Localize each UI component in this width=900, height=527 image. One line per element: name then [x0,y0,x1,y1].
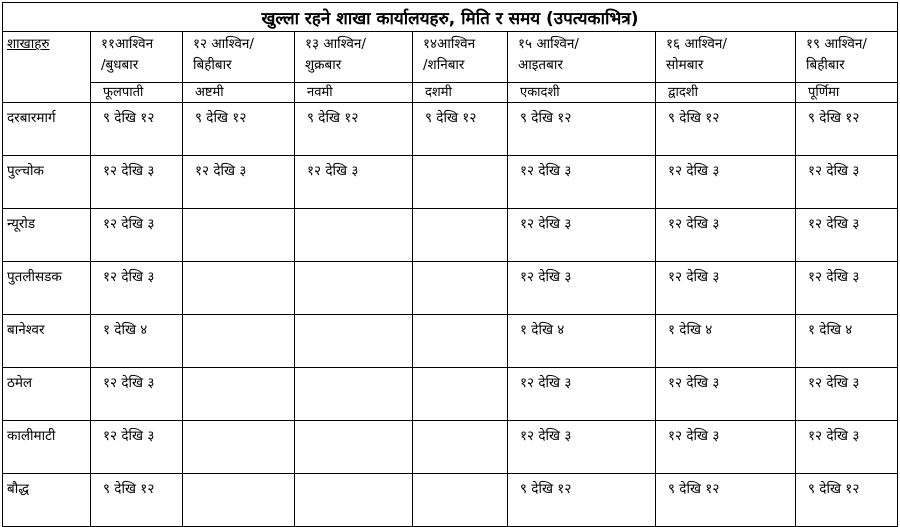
table-row [3,421,898,474]
opening-hours-cell: ९ देखि १२ [508,474,656,527]
festival-day-row [3,83,898,103]
opening-hours-cell: ९ देखि १२ [796,103,898,156]
header-row [3,32,898,83]
branch-name: दरबारमार्ग [3,103,91,156]
weekday-label: बिहीबार [193,57,232,73]
branch-schedule-table [2,2,898,527]
opening-hours-cell: १२ देखि ३ [508,368,656,421]
festival-day-label: पूर्णिमा [796,83,898,103]
opening-hours-cell [295,421,413,474]
opening-hours-cell: ९ देखि १२ [91,103,183,156]
date-header-cell [295,32,413,83]
branch-name: कालीमाटी [3,421,91,474]
opening-hours-cell [183,421,295,474]
opening-hours-cell [183,368,295,421]
opening-hours-cell: १२ देखि ३ [796,262,898,315]
table-row [3,209,898,262]
date-label: १९ आश्विन/ [806,36,867,52]
page-title: खुल्ला रहने शाखा कार्यालयहरु, मिति र समय (उपत्यकाभित्र) [3,3,898,32]
opening-hours-cell: १२ देखि ३ [183,156,295,209]
festival-day-label: फूलपाती [91,83,183,103]
opening-hours-cell [295,262,413,315]
table-row [3,262,898,315]
weekday-label: बिहीबार [806,57,845,73]
opening-hours-cell: १२ देखि ३ [796,209,898,262]
opening-hours-cell [413,474,508,527]
opening-hours-cell: ९ देखि १२ [183,103,295,156]
opening-hours-cell: ९ देखि १२ [508,103,656,156]
date-header-cell [183,32,295,83]
weekday-label: सोमबार [666,57,704,73]
opening-hours-cell: ९ देखि १२ [796,474,898,527]
opening-hours-cell [295,368,413,421]
branch-name: न्यूरोड [3,209,91,262]
table-row [3,474,898,527]
opening-hours-cell [413,368,508,421]
date-label: १६ आश्विन/ [666,36,727,52]
opening-hours-cell: १२ देखि ३ [656,156,796,209]
table-row [3,315,898,368]
opening-hours-cell: १ देखि ४ [91,315,183,368]
opening-hours-cell [295,209,413,262]
opening-hours-cell: १२ देखि ३ [656,421,796,474]
opening-hours-cell: १२ देखि ३ [91,368,183,421]
date-label: १३ आश्विन/ [305,36,366,52]
opening-hours-cell: १२ देखि ३ [91,209,183,262]
weekday-label: /शनिबार [423,57,465,73]
opening-hours-cell: ९ देखि १२ [656,474,796,527]
opening-hours-cell [413,156,508,209]
opening-hours-cell: १२ देखि ३ [656,262,796,315]
opening-hours-cell [295,474,413,527]
opening-hours-cell: १२ देखि ३ [295,156,413,209]
title-row [3,3,898,32]
opening-hours-cell [413,262,508,315]
opening-hours-cell: १ देखि ४ [796,315,898,368]
branch-name: ठमेल [3,368,91,421]
date-header-cell [656,32,796,83]
weekday-label: आइतबार [518,57,563,73]
opening-hours-cell: १२ देखि ३ [508,262,656,315]
date-header-cell [508,32,656,83]
festival-day-label: दशमी [413,83,508,103]
weekday-label: /बुधबार [101,57,139,73]
opening-hours-cell: १२ देखि ३ [796,156,898,209]
branch-header-label: शाखाहरु [7,36,50,52]
date-label: १२ आश्विन/ [193,36,254,52]
date-header-cell [796,32,898,83]
date-header-cell [91,32,183,83]
opening-hours-cell: १२ देखि ३ [91,421,183,474]
opening-hours-cell [413,209,508,262]
opening-hours-cell: ९ देखि १२ [656,103,796,156]
opening-hours-cell: १२ देखि ३ [796,421,898,474]
opening-hours-cell: १२ देखि ३ [656,209,796,262]
opening-hours-cell: १२ देखि ३ [656,368,796,421]
opening-hours-cell: ९ देखि १२ [295,103,413,156]
festival-day-label: द्वादशी [656,83,796,103]
opening-hours-cell [413,421,508,474]
opening-hours-cell: १२ देखि ३ [91,262,183,315]
date-header-cell [413,32,508,83]
opening-hours-cell: १ देखि ४ [656,315,796,368]
opening-hours-cell: १२ देखि ३ [796,368,898,421]
festival-day-label: अष्टमी [183,83,295,103]
date-label: १४आश्विन [423,36,476,52]
branch-name: बानेश्वर [3,315,91,368]
opening-hours-cell: १ देखि ४ [508,315,656,368]
branch-name: पुतलीसडक [3,262,91,315]
opening-hours-cell [183,474,295,527]
opening-hours-cell: ९ देखि १२ [413,103,508,156]
festival-day-label: नवमी [295,83,413,103]
table-row [3,368,898,421]
date-label: १५ आश्विन/ [518,36,579,52]
opening-hours-cell: १२ देखि ३ [508,156,656,209]
weekday-label: शुक्रबार [305,57,342,73]
branch-name: पुल्चोक [3,156,91,209]
opening-hours-cell: १२ देखि ३ [508,421,656,474]
table-row [3,103,898,156]
festival-day-label: एकादशी [508,83,656,103]
date-label: ११आश्विन [101,36,154,52]
opening-hours-cell: १२ देखि ३ [508,209,656,262]
opening-hours-cell [295,315,413,368]
opening-hours-cell: ९ देखि १२ [91,474,183,527]
table-row [3,156,898,209]
opening-hours-cell [183,209,295,262]
branch-name: बौद्ध [3,474,91,527]
opening-hours-cell [183,262,295,315]
branch-column-header [3,32,91,103]
opening-hours-cell: १२ देखि ३ [91,156,183,209]
opening-hours-cell [413,315,508,368]
opening-hours-cell [183,315,295,368]
